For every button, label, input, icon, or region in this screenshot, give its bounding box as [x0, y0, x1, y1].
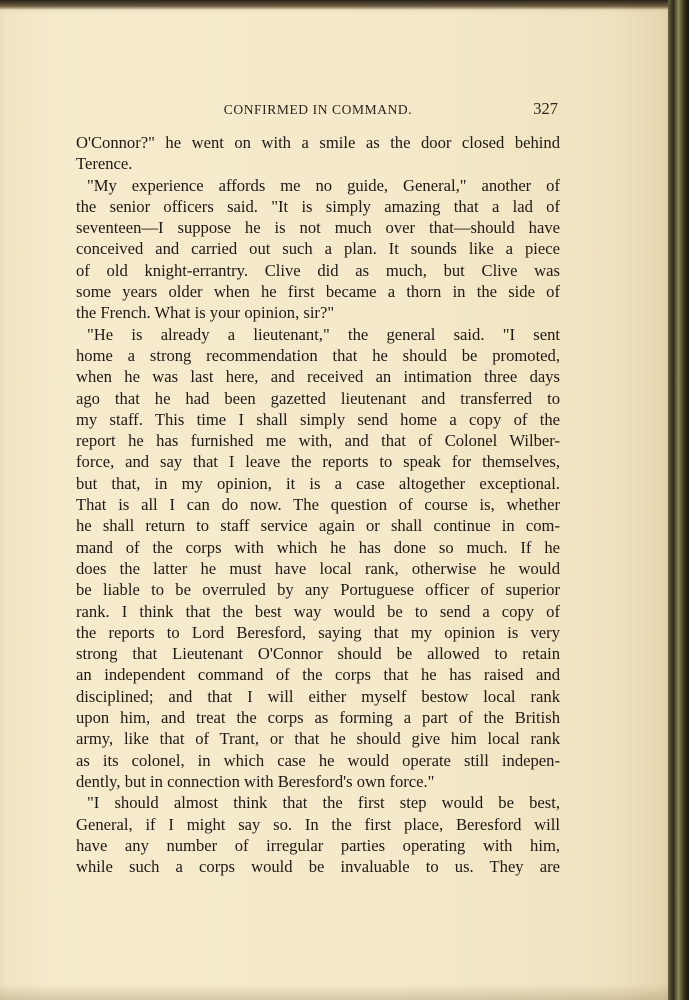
text-line: rank. I think that the best way would be to send a copy of [76, 601, 560, 621]
text-line: have any number of irregular parties operating with him, [76, 835, 560, 855]
text-line: as its colonel, in which case he would operate still indepen- [76, 750, 560, 770]
text-line: he shall return to staff service again or shall continue in com- [76, 516, 560, 536]
page-top-edge [0, 0, 668, 10]
text-line: home a strong recommendation that he should be promoted, [76, 345, 560, 365]
page-bottom-shadow [0, 984, 668, 1000]
text-line: "I should almost think that the first step would be best, [87, 793, 560, 813]
text-line: force, and say that I leave the reports to speak for themselves, [76, 452, 560, 472]
book-binding-edge [668, 0, 689, 1000]
text-line: seventeen—I suppose he is not much over that—should have [76, 218, 560, 238]
text-line: report he has furnished me with, and that of Colonel Wilber- [76, 431, 560, 451]
text-line: my staff. This time I shall simply send home a copy of the [76, 409, 560, 429]
running-head-title: CONFIRMED IN COMMAND. [223, 102, 413, 117]
text-line: General, if I might say so. In the first place, Beresford will [76, 814, 560, 834]
text-line: upon him, and treat the corps as forming a part of the British [76, 708, 560, 728]
text-line: when he was last here, and received an intimation three days [76, 367, 560, 387]
text-line: dently, but in connection with Beresford's own force." [76, 771, 435, 791]
text-line: some years older when he first became a thorn in the side of [76, 282, 560, 302]
text-line: Terence. [76, 154, 133, 174]
text-line: mand of the corps with which he has done so much. If he [76, 537, 560, 557]
text-line: of old knight-errantry. Clive did as much, but Clive was [76, 260, 560, 280]
text-line: "He is already a lieutenant," the general said. "I sent [87, 324, 560, 344]
text-line: an independent command of the corps that he has raised and [76, 665, 560, 685]
page-number: 327 [533, 99, 558, 118]
text-line: That is all I can do now. The question of course is, whether [76, 495, 560, 515]
running-head [76, 100, 560, 122]
text-line: does the latter he must have local rank, otherwise he would [76, 558, 560, 578]
text-line: but that, in my opinion, it is a case altogether exceptional. [76, 473, 560, 493]
text-line: disciplined; and that I will either myself bestow local rank [76, 686, 560, 706]
text-line: ago that he had been gazetted lieutenant and transferred to [76, 388, 560, 408]
text-line: O'Connor?" he went on with a smile as the door closed behind [76, 133, 560, 152]
text-line: the French. What is your opinion, sir?" [76, 303, 335, 323]
text-line: army, like that of Trant, or that he should give him local rank [76, 729, 560, 749]
text-line: strong that Lieutenant O'Connor should be allowed to retain [76, 644, 560, 664]
text-line: the senior officers said. "It is simply amazing that a lad of [76, 196, 560, 216]
text-line: conceived and carried out such a plan. It sounds like a piece [76, 239, 560, 259]
text-line: the reports to Lord Beresford, saying that my opinion is very [76, 622, 560, 642]
body-text [76, 132, 560, 877]
text-line: while such a corps would be invaluable to us. They are [76, 857, 560, 877]
text-line: be liable to be overruled by any Portuguese officer of superior [76, 580, 560, 600]
text-line: "My experience affords me no guide, General," another of [87, 175, 560, 195]
